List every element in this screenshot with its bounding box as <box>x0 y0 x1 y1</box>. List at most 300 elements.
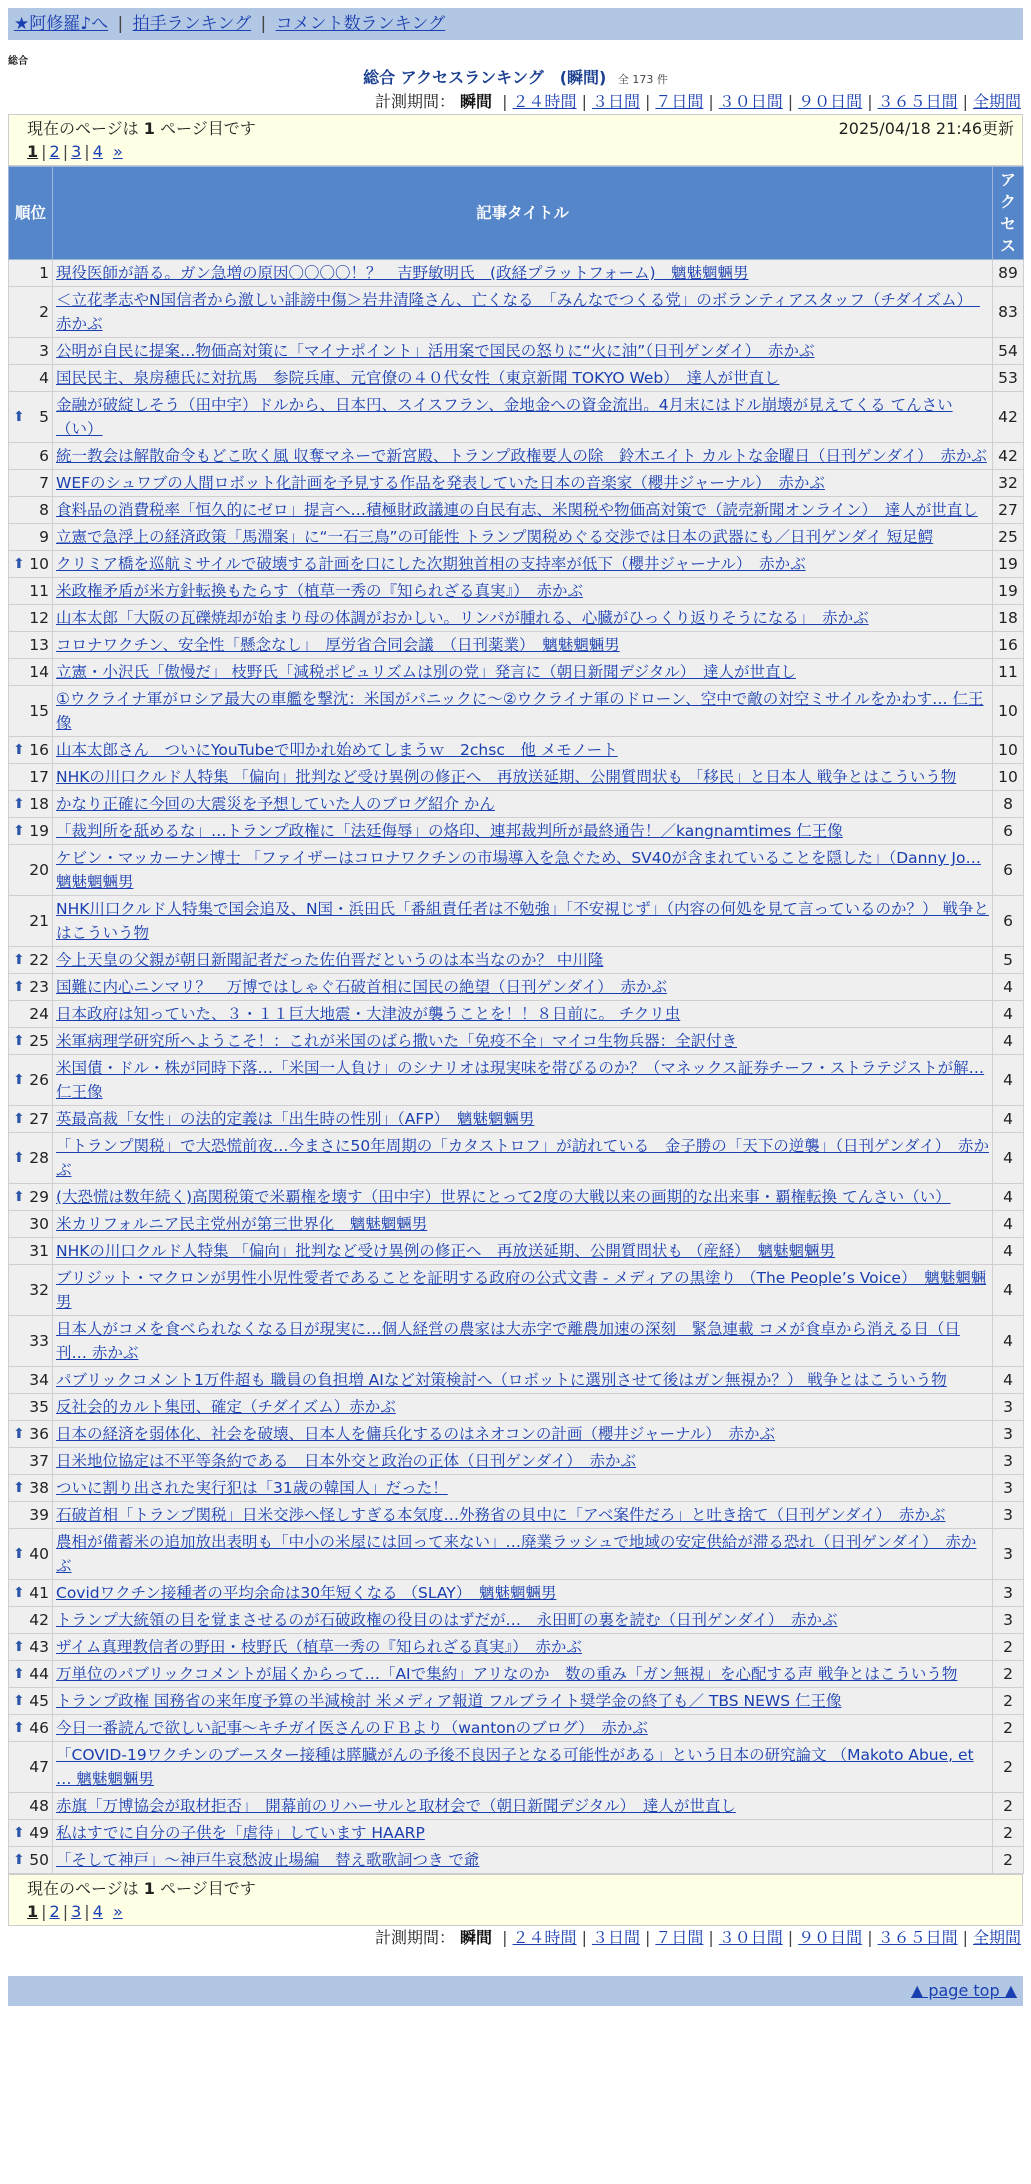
table-row <box>9 1715 1024 1742</box>
article-title-link[interactable]: 農相が備蓄米の追加放出表明も「中小の米屋には回って来ない」…廃業ラッシュで地域の安定供給が滞る恐れ（日刊ゲンダイ） 赤かぶ <box>56 1533 977 1575</box>
pager-page-link[interactable]: 2 <box>49 1902 60 1921</box>
article-title-link[interactable]: 「COVID-19ワクチンのブースター接種は膵臓がんの予後不良因子となる可能性がある」という日本の研究論文 （Makoto Abue, et … 魑魅魍魎男 <box>56 1746 974 1788</box>
separator: | <box>867 1928 873 1947</box>
rank-cell <box>9 1394 53 1421</box>
rank-cell <box>9 818 53 845</box>
article-title-link[interactable]: 米政権矛盾が米方針転換もたらす（植草一秀の『知られざる真実』） 赤かぶ <box>56 582 584 600</box>
title-cell <box>53 1028 993 1055</box>
article-title-link[interactable]: WEFのシュワブの人間ロボット化計画を予見する作品を発表していた日本の音楽家（櫻井ジャーナル） 赤かぶ <box>56 474 825 492</box>
article-title-link[interactable]: 石破首相「トランプ関税」日米交渉へ怪しすぎる本気度…外務省の貝中に「アベ案件だろ」と吐き捨て（日刊ゲンダイ） 赤かぶ <box>56 1506 946 1524</box>
rank-up-arrow-icon: ⬆ <box>13 1111 25 1127</box>
rank-number: 35 <box>29 1398 49 1416</box>
access-count: 32 <box>993 470 1024 497</box>
article-title-link[interactable]: 英最高裁「女性」の法的定義は「出生時の性別」（AFP） 魑魅魍魎男 <box>56 1110 535 1128</box>
rank-number: 42 <box>29 1611 49 1629</box>
access-count: 4 <box>993 1367 1024 1394</box>
rank-number: 37 <box>29 1452 49 1470</box>
table-row <box>9 1028 1024 1055</box>
table-row <box>9 287 1024 338</box>
separator: | <box>502 1928 508 1947</box>
rank-cell <box>9 443 53 470</box>
title-cell <box>53 737 993 764</box>
access-count: 4 <box>993 1316 1024 1367</box>
rank-up-arrow-icon: ⬆ <box>13 796 25 812</box>
article-title-link[interactable]: 赤旗「万博協会が取材拒否」 開幕前のリハーサルと取材会で（朝日新聞デジタル） 達人が世直し <box>56 1797 736 1815</box>
article-title-link[interactable]: 立憲で急浮上の経済政策「馬淵案」に“一石三鳥”の可能性 トランプ関税めぐる交渉では日本の武器にも／日刊ゲンダイ 短足鰐 <box>56 528 934 546</box>
separator: | <box>260 14 267 34</box>
period-label: 計測期間： <box>374 92 455 111</box>
access-count: 4 <box>993 1001 1024 1028</box>
title-cell <box>53 1742 993 1793</box>
table-row <box>9 1502 1024 1529</box>
rank-cell <box>9 551 53 578</box>
header-rank: 順位 <box>9 167 53 260</box>
article-title-link[interactable]: 立憲・小沢氏「傲慢だ」 枝野氏「減税ポピュリズムは別の党」発言に（朝日新聞デジタル） 達人が世直し <box>56 663 796 681</box>
table-row <box>9 818 1024 845</box>
title-cell <box>53 845 993 896</box>
title-cell <box>53 260 993 287</box>
access-count: 3 <box>993 1448 1024 1475</box>
title-cell <box>53 1133 993 1184</box>
pager-page-link[interactable]: 4 <box>92 142 103 161</box>
article-title-link[interactable]: 日本の経済を弱体化、社会を破壊、日本人を傭兵化するのはネオコンの計画（櫻井ジャーナル） 赤かぶ <box>56 1425 776 1443</box>
table-row <box>9 1475 1024 1502</box>
article-title-link[interactable]: ①ウクライナ軍がロシア最大の車艦を撃沈：米国がパニックに～②ウクライナ軍のドローン、空中で敵の対空ミサイルをかわす… 仁王像 <box>56 690 984 732</box>
updated-timestamp: 2025/04/18 21:46更新 <box>838 119 1014 138</box>
period-current: 瞬間 <box>460 1928 493 1947</box>
rank-up-arrow-icon: ⬆ <box>13 556 25 572</box>
table-row <box>9 1820 1024 1847</box>
article-title-link[interactable]: 米カリフォルニア民主党州が第三世界化 魑魅魍魎男 <box>56 1215 428 1233</box>
table-row <box>9 605 1024 632</box>
header-title: 記事タイトル <box>53 167 993 260</box>
rank-number: 50 <box>29 1851 49 1869</box>
rank-cell <box>9 632 53 659</box>
top-navigation <box>8 8 1023 40</box>
article-title-link[interactable]: 現役医師が語る。ガン急増の原因〇〇〇〇！？ 吉野敏明氏 (政経プラットフォーム) 魑魅魍魎男 <box>56 264 749 282</box>
pager-page-link[interactable]: 3 <box>71 1902 82 1921</box>
access-count: 4 <box>993 1238 1024 1265</box>
title-cell <box>53 686 993 737</box>
title-cell <box>53 632 993 659</box>
access-count: 42 <box>993 443 1024 470</box>
rank-number: 44 <box>29 1665 49 1683</box>
table-row <box>9 1421 1024 1448</box>
table-row <box>9 1580 1024 1607</box>
article-title-link[interactable]: 公明が自民に提案…物価高対策に「マイナポイント」活用案で国民の怒りに“火に油”（日刊ゲンダイ） 赤かぶ <box>56 342 815 360</box>
rank-cell <box>9 392 53 443</box>
rank-up-arrow-icon: ⬆ <box>13 1480 25 1496</box>
period-option-link[interactable]: ２４時間 <box>512 92 577 111</box>
rank-up-arrow-icon: ⬆ <box>13 1189 25 1205</box>
home-link[interactable]: ★阿修羅♪へ <box>14 14 109 34</box>
period-option-link[interactable]: 全期間 <box>972 92 1021 111</box>
table-row <box>9 791 1024 818</box>
title-cell <box>53 338 993 365</box>
article-title-link[interactable]: パブリックコメント1万件超も 職員の負担増 AIなど対策検討へ（ロボットに選別させて後はガン無視か？） 戦争とはこういう物 <box>56 1371 947 1389</box>
article-title-link[interactable]: かなり正確に今回の大震災を予想していた人のブログ紹介 かん <box>56 795 495 813</box>
rank-number: 12 <box>29 609 49 627</box>
period-option-link[interactable]: ９０日間 <box>798 1928 863 1947</box>
rank-cell <box>9 287 53 338</box>
rank-number: 4 <box>39 369 49 387</box>
rank-cell <box>9 524 53 551</box>
rank-number: 15 <box>29 702 49 720</box>
rank-number: 31 <box>29 1242 49 1260</box>
category-label: 総合 <box>8 56 28 67</box>
table-row <box>9 470 1024 497</box>
period-option-link[interactable]: ９０日間 <box>798 92 863 111</box>
article-title-link[interactable]: 日米地位協定は不平等条約である 日本外交と政治の正体（日刊ゲンダイ） 赤かぶ <box>56 1452 637 1470</box>
period-option-link[interactable]: ３日間 <box>591 92 640 111</box>
access-count: 8 <box>993 791 1024 818</box>
access-count: 2 <box>993 1715 1024 1742</box>
rank-up-arrow-icon: ⬆ <box>13 823 25 839</box>
separator: | <box>787 1928 794 1947</box>
rank-cell <box>9 1367 53 1394</box>
rank-number: 8 <box>39 501 49 519</box>
article-title-link[interactable]: ＜立花孝志やN国信者から激しい誹謗中傷＞岩井清隆さん、亡くなる 「みんなでつくる党」のボランティアスタッフ（チダイズム） 赤かぶ <box>56 291 980 333</box>
rank-cell <box>9 1661 53 1688</box>
comment-ranking-link[interactable]: コメント数ランキング <box>275 14 446 34</box>
separator: | <box>644 92 651 111</box>
pager-page-link[interactable]: 4 <box>92 1902 103 1921</box>
title-cell <box>53 896 993 947</box>
title-cell <box>53 1394 993 1421</box>
article-title-link[interactable]: NHK川口クルド人特集で国会追及、N国・浜田氏「番組責任者は不勉強」「不安視じず」（内容の何処を見て言っているのか？） 戦争とはこういう物 <box>56 900 989 942</box>
rank-number: 49 <box>29 1824 49 1842</box>
article-title-link[interactable]: (大恐慌は数年続く)高関税策で米覇権を壊す（田中宇）世界にとって2度の大戦以来の画期的な出来事・覇権転換 てんさい（い） <box>56 1188 951 1206</box>
pager-page-link[interactable]: 2 <box>49 142 60 161</box>
pager-prefix: 現在のページは <box>27 119 139 138</box>
table-row <box>9 1265 1024 1316</box>
separator: | <box>581 92 587 111</box>
rank-cell <box>9 260 53 287</box>
rank-number: 27 <box>29 1110 49 1128</box>
rank-cell <box>9 1715 53 1742</box>
period-option-link[interactable]: 全期間 <box>972 1928 1021 1947</box>
title-cell <box>53 470 993 497</box>
rank-up-arrow-icon: ⬆ <box>13 1720 25 1736</box>
rank-number: 23 <box>29 978 49 996</box>
rank-cell <box>9 1316 53 1367</box>
table-row <box>9 1529 1024 1580</box>
rank-up-arrow-icon: ⬆ <box>13 1693 25 1709</box>
period-option-link[interactable]: ２４時間 <box>512 1928 577 1947</box>
period-options <box>497 1928 1021 1947</box>
ranking-body <box>9 260 1024 1874</box>
rank-cell <box>9 1847 53 1874</box>
separator: | <box>117 14 124 34</box>
title-cell <box>53 1001 993 1028</box>
article-title-link[interactable]: 「そして神戸」～神戸牛哀愁波止場編 替え歌歌詞つき で爺 <box>56 1851 480 1869</box>
rank-number: 41 <box>29 1584 49 1602</box>
rank-up-arrow-icon: ⬆ <box>13 1546 25 1562</box>
rank-cell <box>9 764 53 791</box>
total-count: 全 173 件 <box>617 73 668 86</box>
rank-cell <box>9 1688 53 1715</box>
table-row <box>9 1688 1024 1715</box>
access-count: 18 <box>993 605 1024 632</box>
table-row <box>9 974 1024 1001</box>
article-title-link[interactable]: 統一教会は解散命令もどこ吹く風 収奪マネーで新宮殿、トランプ政権要人の除 鈴木エイト カルトな金曜日（日刊ゲンダイ） 赤かぶ <box>56 447 987 465</box>
article-title-link[interactable]: 金融が破綻しそう（田中宇）ドルから、日本円、スイスフラン、金地金への資金流出。4月末にはドル崩壊が見えてくる てんさい（い） <box>56 396 953 438</box>
rank-cell <box>9 1448 53 1475</box>
title-cell <box>53 1607 993 1634</box>
pager-bottom <box>8 1874 1023 1926</box>
rank-cell <box>9 1793 53 1820</box>
article-title-link[interactable]: トランプ政権 国務省の来年度予算の半減検討 米メディア報道 フルブライト奨学金の終了も／ TBS NEWS 仁王像 <box>56 1692 842 1710</box>
rank-number: 46 <box>29 1719 49 1737</box>
title-cell <box>53 1634 993 1661</box>
access-count: 25 <box>993 524 1024 551</box>
rank-cell <box>9 1028 53 1055</box>
access-count: 2 <box>993 1688 1024 1715</box>
pager-next-link[interactable]: » <box>113 1902 123 1921</box>
table-row <box>9 392 1024 443</box>
article-title-link[interactable]: 山本太郎「大阪の瓦礫焼却が始まり母の体調がおかしい。リンパが腫れる、心臓がひっくり返りそうになる」 赤かぶ <box>56 609 869 627</box>
current-page-number: 1 <box>143 1879 155 1898</box>
access-count: 2 <box>993 1634 1024 1661</box>
separator: | <box>41 1902 47 1921</box>
access-count: 4 <box>993 1055 1024 1106</box>
rank-number: 17 <box>29 768 49 786</box>
article-title-link[interactable]: クリミア橋を巡航ミサイルで破壊する計画を口にした次期独首相の支持率が低下（櫻井ジャーナル） 赤かぶ <box>56 555 806 573</box>
rank-number: 32 <box>29 1281 49 1299</box>
title-cell <box>53 1106 993 1133</box>
article-title-link[interactable]: 今日一番読んで欲しい記事～キチガイ医さんのＦＢより（wantonのブログ） 赤かぶ <box>56 1719 648 1737</box>
separator: | <box>84 1902 90 1921</box>
table-row <box>9 443 1024 470</box>
rank-cell <box>9 1421 53 1448</box>
article-title-link[interactable]: NHKの川口クルド人特集 「偏向」批判など受け異例の修正へ 再放送延期、公開質問状も 「移民」と日本人 戦争とはこういう物 <box>56 768 957 786</box>
title-cell <box>53 392 993 443</box>
access-count: 19 <box>993 551 1024 578</box>
rank-cell <box>9 974 53 1001</box>
article-title-link[interactable]: 米国債・ドル・株が同時下落…「米国一人負け」のシナリオは現実味を帯びるのか？（マネックス証券チーフ・ストラテジストが解… 仁王像 <box>56 1059 985 1101</box>
article-title-link[interactable]: 万単位のパブリックコメントが届くからって…「AIで集約」アリなのか 数の重み「ガン無視」を心配する声 戦争とはこういう物 <box>56 1665 958 1683</box>
table-row <box>9 1394 1024 1421</box>
table-row <box>9 1055 1024 1106</box>
rank-number: 3 <box>39 342 49 360</box>
article-title-link[interactable]: 「トランプ関税」で大恐慌前夜…今まさに50年周期の「カタストロフ」が訪れている 金子勝の「天下の逆襲」（日刊ゲンダイ） 赤かぶ <box>56 1137 989 1179</box>
rank-cell <box>9 1529 53 1580</box>
rank-cell <box>9 1502 53 1529</box>
table-row <box>9 1106 1024 1133</box>
access-count: 2 <box>993 1820 1024 1847</box>
article-title-link[interactable]: 国民民主、泉房穂氏に対抗馬 参院兵庫、元官僚の４０代女性（東京新聞 TOKYO Web） 達人が世直し <box>56 369 780 387</box>
title-cell <box>53 551 993 578</box>
article-title-link[interactable]: ついに割り出された実行犯は「31歳の韓国人」だった！ <box>56 1479 448 1497</box>
rank-number: 1 <box>39 264 49 282</box>
rank-number: 38 <box>29 1479 49 1497</box>
title-cell <box>53 818 993 845</box>
pager-suffix: ページ目です <box>160 119 256 138</box>
rank-number: 5 <box>39 408 49 426</box>
title-cell <box>53 287 993 338</box>
table-row <box>9 947 1024 974</box>
article-title-link[interactable]: 山本太郎さん ついにYouTubeで叩かれ始めてしまうｗ 2chsc 他 メモノート <box>56 741 618 759</box>
rank-number: 13 <box>29 636 49 654</box>
period-option-link[interactable]: ７日間 <box>655 1928 704 1947</box>
rank-up-arrow-icon: ⬆ <box>13 952 25 968</box>
page-top-link[interactable]: ▲ page top ▲ <box>910 1981 1017 2000</box>
rank-number: 48 <box>29 1797 49 1815</box>
article-title-link[interactable]: Covidワクチン接種者の平均余命は30年短くなる （SLAY） 魑魅魍魎男 <box>56 1584 557 1602</box>
rank-up-arrow-icon: ⬆ <box>13 1666 25 1682</box>
rank-cell <box>9 659 53 686</box>
rank-number: 21 <box>29 912 49 930</box>
rank-cell <box>9 497 53 524</box>
article-title-link[interactable]: ブリジット・マクロンが男性小児性愛者であることを証明する政府の公式文書 - メディアの黒塗り （The People’s Voice） 魑魅魍魎男 <box>56 1269 987 1311</box>
access-count: 11 <box>993 659 1024 686</box>
rank-up-arrow-icon: ⬆ <box>13 1072 25 1088</box>
access-count: 53 <box>993 365 1024 392</box>
title-cell <box>53 1448 993 1475</box>
pager-prefix: 現在のページは <box>27 1879 139 1898</box>
rank-cell <box>9 1133 53 1184</box>
article-title-link[interactable]: 日本人がコメを食べられなくなる日が現実に…個人経営の農家は大赤字で離農加速の深刻 緊急連載 コメが食卓から消える日（日刊… 赤かぶ <box>56 1320 960 1362</box>
access-count: 3 <box>993 1529 1024 1580</box>
access-count: 4 <box>993 1133 1024 1184</box>
separator: | <box>62 1902 69 1921</box>
table-row <box>9 1184 1024 1211</box>
table-row <box>9 1316 1024 1367</box>
rank-cell <box>9 605 53 632</box>
rank-number: 18 <box>29 795 49 813</box>
access-count: 19 <box>993 578 1024 605</box>
table-row <box>9 497 1024 524</box>
separator: | <box>84 142 90 161</box>
pager-current-link[interactable]: 1 <box>27 1902 39 1921</box>
access-count: 6 <box>993 896 1024 947</box>
rank-cell <box>9 737 53 764</box>
table-row <box>9 632 1024 659</box>
title-cell <box>53 1502 993 1529</box>
rank-cell <box>9 1106 53 1133</box>
rank-number: 30 <box>29 1215 49 1233</box>
access-count: 10 <box>993 764 1024 791</box>
access-count: 10 <box>993 737 1024 764</box>
period-option-link[interactable]: ３０日間 <box>718 1928 783 1947</box>
rank-up-arrow-icon: ⬆ <box>13 1150 25 1166</box>
rank-up-arrow-icon: ⬆ <box>13 1585 25 1601</box>
table-row <box>9 1133 1024 1184</box>
article-title-link[interactable]: 「裁判所を舐めるな」…トランプ政権に「法廷侮辱」の烙印、連邦裁判所が最終通告！／kangnamtimes 仁王像 <box>56 822 843 840</box>
rank-up-arrow-icon: ⬆ <box>13 409 25 425</box>
title-cell <box>53 578 993 605</box>
rank-cell <box>9 365 53 392</box>
table-row <box>9 578 1024 605</box>
article-title-link[interactable]: 食料品の消費税率「恒久的にゼロ」提言へ…積極財政議連の自民有志、米関税や物価高対策で（読売新聞オンライン） 達人が世直し <box>56 501 978 519</box>
access-count: 3 <box>993 1475 1024 1502</box>
rank-cell <box>9 1475 53 1502</box>
rank-cell <box>9 1607 53 1634</box>
separator: | <box>962 1928 968 1947</box>
pager-next-link[interactable]: » <box>113 142 123 161</box>
separator: | <box>708 92 714 111</box>
title-cell <box>53 791 993 818</box>
separator: | <box>867 92 873 111</box>
article-title-link[interactable]: トランプ大統領の目を覚まさせるのが石破政権の役目のはずだが… 永田町の裏を読む（日刊ゲンダイ） 赤かぶ <box>56 1611 838 1629</box>
rank-number: 10 <box>29 555 49 573</box>
rank-number: 28 <box>29 1149 49 1167</box>
article-title-link[interactable]: ザイム真理教信者の野田・枝野氏（植草一秀の『知られざる真実』） 赤かぶ <box>56 1638 582 1656</box>
period-option-link[interactable]: ３日間 <box>591 1928 640 1947</box>
rank-cell <box>9 1238 53 1265</box>
rank-number: 14 <box>29 663 49 681</box>
period-option-link[interactable]: ３０日間 <box>718 92 783 111</box>
rank-number: 43 <box>29 1638 49 1656</box>
access-count: 2 <box>993 1847 1024 1874</box>
article-title-link[interactable]: 今上天皇の父親が朝日新聞記者だった佐伯晋だというのは本当なのか？ 中川隆 <box>56 951 604 969</box>
title-cell <box>53 1421 993 1448</box>
article-title-link[interactable]: NHKの川口クルド人特集 「偏向」批判など受け異例の修正へ 再放送延期、公開質問状も （産経） 魑魅魍魎男 <box>56 1242 836 1260</box>
table-row <box>9 1211 1024 1238</box>
article-title-link[interactable]: 反社会的カルト集団、確定（チダイズム）赤かぶ <box>56 1398 396 1416</box>
rank-number: 33 <box>29 1332 49 1350</box>
access-count: 16 <box>993 632 1024 659</box>
table-row <box>9 659 1024 686</box>
rank-up-arrow-icon: ⬆ <box>13 1033 25 1049</box>
title-cell <box>53 1661 993 1688</box>
access-count: 3 <box>993 1607 1024 1634</box>
title-cell <box>53 1715 993 1742</box>
table-row <box>9 1238 1024 1265</box>
article-title-link[interactable]: ケビン・マッカーナン博士 「ファイザーはコロナワクチンの市場導入を急ぐため、SV40が含まれていることを隠した」（Danny Jo… 魑魅魍魎男 <box>56 849 981 891</box>
article-title-link[interactable]: 国難に内心ニンマリ？ 万博ではしゃぐ石破首相に国民の絶望（日刊ゲンダイ） 赤かぶ <box>56 978 668 996</box>
article-title-link[interactable]: 日本政府は知っていた、３・１１巨大地震・大津波が襲うことを！！８日前に。 チクリ虫 <box>56 1005 681 1023</box>
table-row <box>9 1634 1024 1661</box>
table-row <box>9 896 1024 947</box>
pager-page-link[interactable]: 3 <box>71 142 82 161</box>
period-option-link[interactable]: ７日間 <box>655 92 704 111</box>
rank-number: 2 <box>39 303 49 321</box>
period-selector-top <box>8 90 1023 114</box>
access-count: 3 <box>993 1394 1024 1421</box>
rank-number: 6 <box>39 447 49 465</box>
rank-cell <box>9 1820 53 1847</box>
rank-number: 11 <box>29 582 49 600</box>
rank-cell <box>9 1742 53 1793</box>
article-title-link[interactable]: 米軍病理学研究所へようこそ！：これが米国のばら撒いた「免疫不全」マイコ生物兵器：全訳付き <box>56 1032 738 1050</box>
clap-ranking-link[interactable]: 拍手ランキング <box>132 14 252 34</box>
article-title-link[interactable]: 私はすでに自分の子供を「虐待」しています HAARP <box>56 1824 425 1842</box>
period-option-link[interactable]: ３６５日間 <box>877 1928 958 1947</box>
rank-number: 7 <box>39 474 49 492</box>
rank-number: 47 <box>29 1758 49 1776</box>
title-cell <box>53 947 993 974</box>
article-title-link[interactable]: コロナワクチン、安全性「懸念なし」 厚労省合同会議 （日刊薬業） 魑魅魍魎男 <box>56 636 620 654</box>
rank-cell <box>9 1184 53 1211</box>
rank-number: 9 <box>39 528 49 546</box>
pager-current-link[interactable]: 1 <box>27 142 39 161</box>
access-count: 6 <box>993 818 1024 845</box>
period-option-link[interactable]: ３６５日間 <box>877 92 958 111</box>
rank-up-arrow-icon: ⬆ <box>13 1639 25 1655</box>
separator: | <box>787 92 794 111</box>
rank-cell <box>9 845 53 896</box>
title-cell <box>53 1184 993 1211</box>
title-cell <box>53 1055 993 1106</box>
access-count: 4 <box>993 974 1024 1001</box>
rank-number: 24 <box>29 1005 49 1023</box>
ranking-heading <box>8 66 1023 90</box>
period-label: 計測期間： <box>374 1928 455 1947</box>
table-row <box>9 1607 1024 1634</box>
title-cell <box>53 605 993 632</box>
title-cell <box>53 1529 993 1580</box>
